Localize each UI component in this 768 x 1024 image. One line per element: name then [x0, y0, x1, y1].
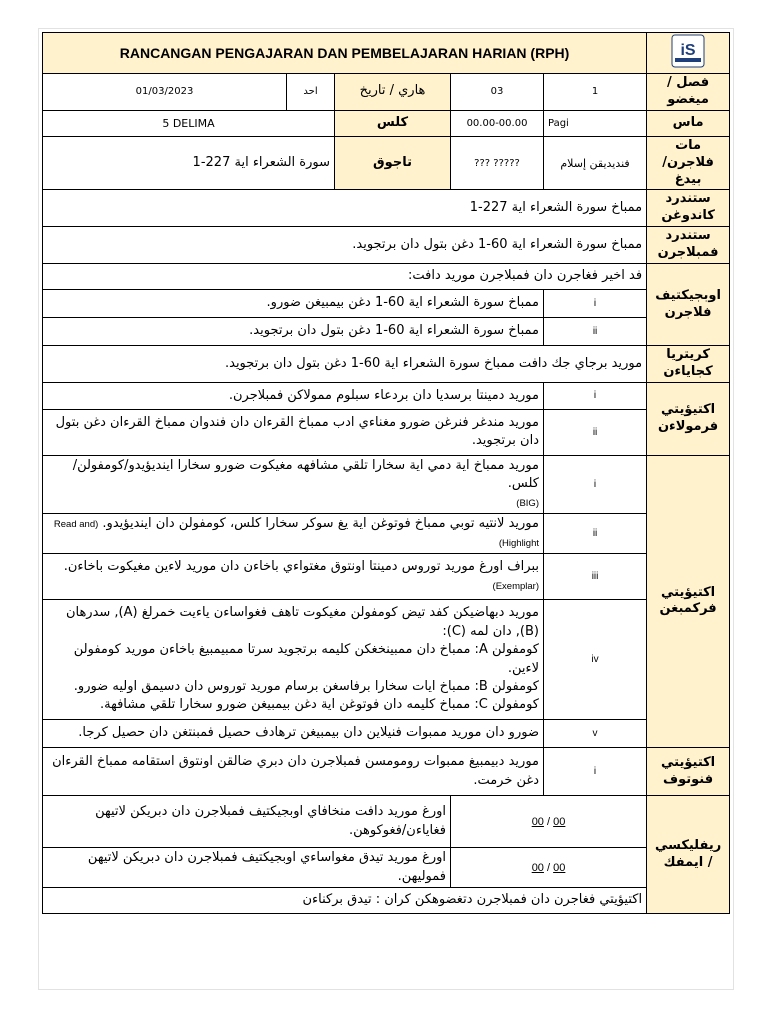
topic-value: سورة الشعراء اية 227-1 — [43, 136, 335, 190]
score-total: 00 — [553, 861, 566, 874]
closing-label: اكتيؤيتي فنوتوف — [647, 748, 730, 796]
reflection-item: اورغ موريد دافت منخافاي اوبجيكتيف فمبلاجرن دان دبريكن لاتيهن فغاياءن/فغوكوهن. — [43, 796, 451, 848]
class-value: 5 DELIMA — [43, 110, 335, 136]
group-b: كومفولن B: ممباخ ايات سخارا برفاسغن برسام موريد توروس دان دسيمق اوليه ضورو. — [73, 679, 539, 695]
objective-item: ممباخ سورة الشعراء اية 60-1 دغن بيمبيغن ضورو. — [43, 290, 544, 318]
closing-number: i — [544, 748, 647, 796]
group-instruction: موريد دبهاضيكن كفد تيض كومفولن مغيكوت تاهف فغواساءن ياءيت خمرلغ (A), سدرهان (B), دان لمه (C): — [65, 605, 539, 639]
page-title: RANCANGAN PENGAJARAN DAN PEMBELAJARAN HARIAN (RPH) — [43, 33, 647, 74]
reflection-item: اورغ موريد تيدق مغواساءي اوبجيكتيف فمبلاجرن دان دبريكن لاتيهن فموليهن. — [43, 848, 451, 888]
topic-label: تاجوق — [335, 136, 451, 190]
unit-value: 1 — [544, 74, 647, 111]
learning-standard-label: ستندرد فمبلاجرن — [647, 227, 730, 264]
reflection-note: اكتيؤيتي فغاجرن دان فمبلاجرن دتغضوهكن كران : تيدق بركناءن — [43, 887, 647, 913]
objective-number: ii — [544, 318, 647, 346]
closing-item: موريد دبيمبيغ ممبوات رومومسن فمبلاجرن دان دبري ضالقن اونتوق استقامه ممباخ القرءان دغن خرمت. — [43, 748, 544, 796]
week-value: 03 — [451, 74, 544, 111]
objectives-intro: فد اخير فغاجرن دان فمبلاجرن موريد دافت: — [43, 264, 647, 290]
objectives-label: اوبجيكتيف فلاجرن — [647, 264, 730, 346]
logo-text: iS — [680, 42, 696, 59]
unit-label: فصل / ميغضو — [647, 74, 730, 111]
main-activity-number: iii — [544, 554, 647, 600]
school-logo — [647, 33, 730, 74]
induction-number: i — [544, 382, 647, 409]
main-activity-number: v — [544, 720, 647, 748]
success-criteria-label: كريتريا كجاياءن — [647, 346, 730, 383]
session-value: Pagi — [544, 110, 647, 136]
day-date-label: هاري / تاريخ — [335, 74, 451, 111]
main-activity-tag: (Read and Highlight) — [53, 519, 539, 549]
induction-number: ii — [544, 409, 647, 455]
score-achieved: 00 — [531, 861, 544, 874]
score-total: 00 — [553, 815, 566, 828]
reflection-label: ريفليكسي / ايمفك — [647, 796, 730, 914]
main-activity-number: ii — [544, 514, 647, 554]
main-activity-number: iv — [544, 600, 647, 720]
reflection-score: 00 / 00 — [451, 796, 647, 848]
unknown-value: ??? ????? — [451, 136, 544, 190]
main-activity-tag: (BIG) — [516, 497, 539, 509]
induction-item: موريد دمينتا برسديا دان بردعاء سبلوم ممولاكن فمبلاجرن. — [43, 382, 544, 409]
group-c: كومفولن C: ممباخ كليمه دان فوتوغن اية دغن بيمبيغن ضورو سخارا تلقي مشافهة. — [100, 697, 539, 713]
subject-label: مات فلاجرن/ بيدغ — [647, 136, 730, 190]
reflection-score: 00 / 00 — [451, 848, 647, 888]
main-activity-item: موريد ممباخ اية دمي اية سخارا تلقي مشافهه مغيكوت ضورو سخارا اينديؤيدو/كومفولن/كلس. (BIG) — [43, 455, 544, 513]
school-logo-icon — [671, 34, 705, 68]
main-activity-item-groups — [43, 600, 544, 720]
content-standard-value: ممباخ سورة الشعراء اية 227-1 — [43, 190, 647, 227]
day-value: احد — [287, 74, 335, 111]
time-value: 00.00-00.00 — [451, 110, 544, 136]
objective-number: i — [544, 290, 647, 318]
class-label: كلس — [335, 110, 451, 136]
time-label: ماس — [647, 110, 730, 136]
main-activity-item: ببراف اورغ موريد توروس دمينتا اونتوق مغتواءي باخاءن دان موريد لاءين مغيكوت باخاءن. (Exemplar) — [43, 554, 544, 600]
main-activity-item: ضورو دان موريد ممبوات فنيلاين دان بيمبيغن ترهادف حصيل فمبنتغن دان حصيل كرجا. — [43, 720, 544, 748]
main-activity-number: i — [544, 455, 647, 513]
success-criteria-value: موريد برجاي جك دافت ممباخ سورة الشعراء اية 60-1 دغن بتول دان برتجويد. — [43, 346, 647, 383]
rph-table — [42, 32, 730, 914]
main-activity-label: اكتيؤيتي فركمبغن — [647, 455, 730, 747]
date-value: 01/03/2023 — [43, 74, 287, 111]
induction-item: موريد مندغر فنرغن ضورو مغناءي ادب ممباخ القرءان دان فندوان ممباخ القرءان دغن بتول دان برتجويد. — [43, 409, 544, 455]
induction-label: اكتيؤيتي فرمولاءن — [647, 382, 730, 455]
content-standard-label: ستندرد كاندوغن — [647, 190, 730, 227]
main-activity-item: موريد لانتيه توبي ممباخ فوتوغن اية يغ سوكر سخارا كلس، كومفولن دان اينديؤيدو. (Read and Highlight) — [43, 514, 544, 554]
objective-item: ممباخ سورة الشعراء اية 60-1 دغن بتول دان برتجويد. — [43, 318, 544, 346]
main-activity-tag: (Exemplar) — [492, 580, 539, 592]
subject-value: فنديديقن إسلام — [544, 136, 647, 190]
group-a: كومفولن A: ممباخ دان ممبينخغكن كليمه برتجويد سرتا ممبيمبيغ باخاءن موريد كومفولن لاءين. — [73, 642, 539, 676]
score-achieved: 00 — [531, 815, 544, 828]
learning-standard-value: ممباخ سورة الشعراء اية 60-1 دغن بتول دان برتجويد. — [43, 227, 647, 264]
